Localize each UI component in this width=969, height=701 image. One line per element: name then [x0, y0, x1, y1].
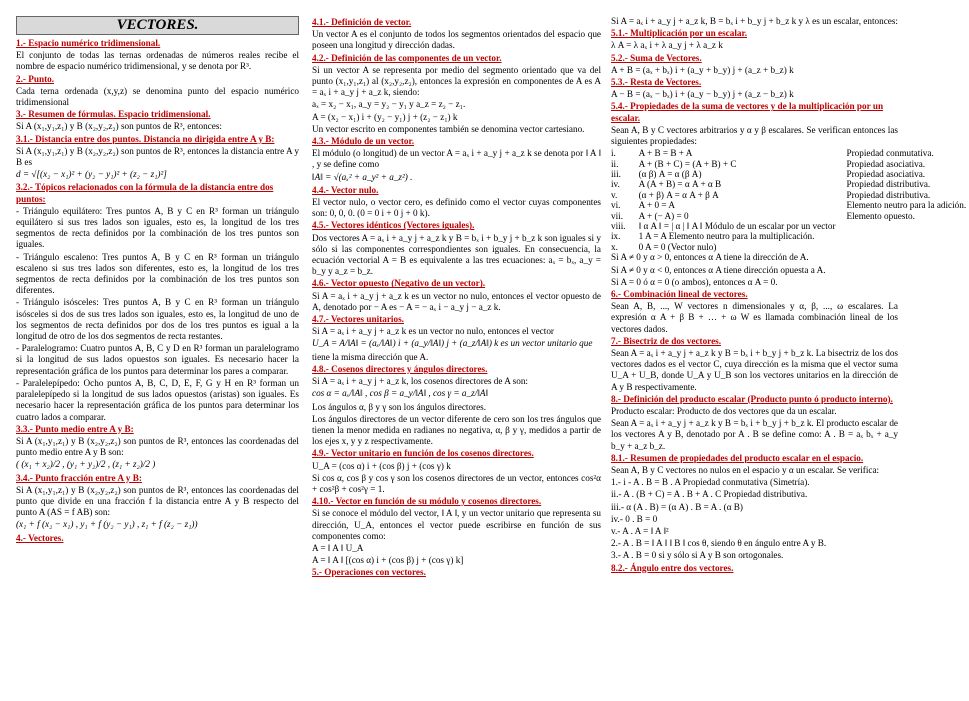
paragraph: El módulo (o longitud) de un vector A = aₓ i + a_y j + a_z k se denota por ‖ A ‖ , y se define como [312, 148, 601, 170]
property-number: ix. [611, 231, 621, 242]
section-heading: 4.8.- Cosenos directores y ángulos directores. [312, 363, 488, 374]
paragraph: aₓ = x₂ − x₁, a_y = y₂ − y₁ y a_z = z₂ − z₁. [312, 99, 466, 110]
paragraph: Sean A = aₓ i + a_y j + a_z k y B = bₓ i + b_y j + b_z k. La bisectriz de los dos vectores dados es el vector C, cuya dirección es la misma que el vector suma U_A + U_B, donde U_A y U_B son los vectores unitarios en la dirección de A y B respectivamente. [611, 347, 898, 392]
property-name [839, 242, 969, 252]
paragraph: 1.- i - A . B = B . A Propiedad conmutativa (Simetría). [611, 477, 810, 488]
paragraph: El conjunto de todas las ternas ordenadas de números reales recibe el nombre de espacio numérico tridimensional, y se denota por R³. [16, 50, 299, 72]
property-row [611, 242, 969, 252]
property-name: Propiedad conmutativa. [846, 148, 934, 159]
property-name: Propiedad distributiva. [846, 179, 931, 190]
formula: ‖A‖ = √(aₓ² + a_y² + a_z²) . [312, 171, 413, 182]
paragraph: tiene la misma dirección que A. [312, 351, 429, 362]
paragraph: Un vector escrito en componentes también se denomina vector cartesiano. [312, 123, 585, 134]
paragraph: A − B = (aₓ − bₓ) i + (a_y − b_y) j + (a_z − b_z) k [611, 89, 794, 100]
paragraph: Los ángulos α, β y γ son los ángulos directores. [312, 401, 487, 412]
paragraph: Si A ≠ 0 y α < 0, entonces α A tiene dirección opuesta a A. [611, 264, 826, 275]
paragraph: iv.- 0 . B = 0 [611, 513, 658, 524]
section-heading: 5.1.- Multiplicación por un escalar. [611, 28, 748, 39]
section-heading: 8.- Definición del producto escalar (Producto punto ó producto interno). [611, 393, 893, 404]
paragraph: Si A = aₓ i + a_y j + a_z k, los cosenos directores de A son: [312, 376, 528, 387]
paragraph: - Triángulo equilátero: Tres puntos A, B y C en R³ forman un triángulo equilátero si sus tres lados son iguales, esto es, la longitud de los tres segmentos de recta definidos por la combinación de los tres puntos son iguales. [16, 205, 299, 250]
column-1-content [16, 38, 299, 544]
section-heading: 1.- Espacio numérico tridimensional. [16, 38, 161, 48]
paragraph: El vector nulo, o vector cero, es definido como el vector cuyas componentes son: 0, 0, 0. (0 = 0 i + 0 j + 0 k). [312, 197, 601, 219]
property-formula: (α β) A = α (β A) [638, 169, 702, 180]
paragraph: iii.- α (A . B) = (α A) . B = A . (α B) [611, 501, 743, 512]
section-heading: 4.10.- Vector en función de su módulo y cosenos directores. [312, 496, 542, 507]
property-name: Propiedad asociativa. [846, 169, 926, 180]
section-heading: 3.3.- Punto medio entre A y B: [16, 423, 134, 434]
property-number: i. [611, 148, 616, 159]
paragraph: Si A = aₓ i + a_y j + a_z k, B = bₓ i + b_y j + b_z k y λ es un escalar, entonces: [611, 16, 898, 26]
paragraph: Si A = 0 ó α = 0 (o ambos), entonces α A = 0. [611, 276, 778, 287]
page-title: VECTORES. [16, 16, 299, 35]
paragraph: A + B = (aₓ + bₓ) i + (a_y + b_y) j + (a_z + b_z) k [611, 64, 794, 75]
formula: U_A = A/‖A‖ = (aₓ/‖A‖) i + (a_y/‖A‖) j + (a_z/‖A‖) k es un vector unitario que [312, 338, 593, 349]
property-formula: A + B = B + A [638, 148, 693, 159]
paragraph: Si A = aₓ i + a_y j + a_z k es un vector no nulo, entonces el vector opuesto de A, denotado por − A es − A = − aₓ i − a_y j − a_z k. [312, 290, 601, 312]
property-name [839, 221, 969, 231]
property-number: x. [611, 241, 618, 252]
property-formula: A (A + B) = α A + α B [638, 179, 722, 190]
property-row [611, 200, 969, 210]
section-heading: 4.6.- Vector opuesto (Negativo de un vector). [312, 278, 486, 289]
paragraph: - Triángulo isósceles: Tres puntos A, B y C en R³ forman un triángulo isósceles si dos de sus tres lados son iguales, esto es, la longitud de uno de los segmentos de recta definidos por dos de los tres puntos es igual a la longitud de otro de los dos segmentos de recta restantes. [16, 297, 299, 342]
paragraph: Los ángulos directores de un vector diferente de cero son los tres ángulos que tienen la menor medida en radianes no negativa, α, β y γ, medidos a partir de los ejes x, y y z respectivamente. [312, 413, 601, 447]
section-heading: 4.3.- Módulo de un vector. [312, 136, 414, 147]
section-heading: 3.- Resumen de fórmulas. Espacio tridimensional. [16, 109, 211, 120]
paragraph: A = ‖ A ‖ [(cos α) i + (cos β) j + (cos γ) k] [312, 555, 464, 566]
section-heading: 5.3.- Resta de Vectores. [611, 77, 702, 88]
paragraph: Sean A = aₓ i + a_y j + a_z k y B = bₓ i + b_y j + b_z k. El producto escalar de los vectores A y B, denotado por A . B se define como: A . B = aₓ bₓ + a_y b_y + a_z b_z. [611, 418, 898, 451]
property-formula: 0 A = 0 (Vector nulo) [638, 241, 717, 252]
paragraph: v.- A . A = ‖ A ‖² [611, 525, 669, 536]
section-heading: 5.2.- Suma de Vectores. [611, 52, 702, 63]
paragraph: λ A = λ aₓ i + λ a_y j + λ a_z k [611, 40, 723, 51]
paragraph: Si cos α, cos β y cos γ son los cosenos directores de un vector, entonces cos²α + cos²β + cos²γ = 1. [312, 472, 601, 494]
property-row [611, 211, 969, 221]
section-heading: 5.- Operaciones con vectores. [312, 567, 426, 578]
section-heading: 4.7.- Vectores unitarios. [312, 314, 404, 325]
property-name: Elemento opuesto. [846, 210, 915, 221]
property-number: vi. [611, 200, 621, 211]
section-heading: 4.4.- Vector nulo. [312, 184, 379, 195]
property-row [611, 221, 969, 231]
property-name: Propiedad distributiva. [846, 189, 931, 200]
formula: ( (x₁ + x₂)/2 , (y₁ + y₂)/2 , (z₁ + z₂)/2 ) [16, 459, 156, 470]
column-1 [16, 16, 299, 545]
property-formula: A + 0 = A [638, 200, 675, 211]
property-number: vii. [611, 210, 623, 221]
paragraph: 2.- A . B = ‖ A ‖ ‖ B ‖ cos θ, siendo θ en ángulo entre A y B. [611, 538, 827, 549]
property-row [611, 169, 969, 179]
paragraph: Sean A, B y C vectores no nulos en el espacio y α un escalar. Se verifica: [611, 464, 880, 475]
paragraph: Sean A, B, ..., W vectores n dimensionales y α, β, ..., ω escalares. La expresión α A + β B + … + ω W es llamada combinación lineal de los vectores dados. [611, 301, 898, 334]
property-name: Elemento neutro para la adición. [846, 200, 967, 211]
paragraph: A = (x₂ − x₁) i + (y₂ − y₁) j + (z₂ − z₁) k [312, 111, 458, 122]
paragraph: Si se conoce el módulo del vector, ‖ A ‖, y un vector unitario que representa su dirección, U_A, entonces el vector puede escribirse en función de sus componentes como: [312, 508, 601, 541]
property-row [611, 231, 969, 241]
property-number: ii. [611, 158, 619, 169]
property-number: v. [611, 189, 618, 200]
property-formula: ‖ α A ‖ = | α | ‖ A ‖ Módulo de un escalar por un vector [638, 221, 836, 232]
paragraph: Si A ≠ 0 y α > 0, entonces α A tiene la dirección de A. [611, 252, 809, 263]
column-2 [312, 16, 601, 580]
property-row [611, 179, 969, 189]
formula: cos α = aₓ/‖A‖ , cos β = a_y/‖A‖ , cos γ = a_z/‖A‖ [312, 388, 489, 399]
paragraph: - Triángulo escaleno: Tres puntos A, B y C en R³ forman un triángulo escaleno si sus tres lados son diferentes, esto es, la longitud de los tres segmentos de recta definidos por la combinación de los tres puntos son diferentes. [16, 251, 299, 296]
paragraph: - Paralelogramo: Cuatro puntos A, B, C y D en R³ forman un paralelogramo si la longitud de sus lados opuestos son iguales. Es necesario hacer la representación gráfica de los puntos para determinar los pares a comparar. [16, 343, 299, 376]
property-formula: 1 A = A Elemento neutro para la multiplicación. [638, 231, 815, 242]
paragraph: Cada terna ordenada (x,y,z) se denomina punto del espacio numérico tridimensional [16, 85, 299, 108]
section-heading: 3.2.- Tópicos relacionados con la fórmula de la distancia entre dos puntos: [16, 182, 274, 204]
property-number: viii. [611, 221, 626, 232]
paragraph: Sean A, B y C vectores arbitrarios y α y β escalares. Se verifican entonces las siguientes propiedades: [611, 124, 898, 147]
section-heading: 3.1.- Distancia entre dos puntos. Distancia no dirigida entre A y B: [16, 133, 275, 144]
property-row [611, 148, 969, 158]
paragraph: Si A (x₁,y₁,z₁) y B (x₂,y₂,z₂) son puntos de R³, entonces la distancia entre A y B es [16, 145, 299, 168]
paragraph: Si A (x₁,y₁,z₁) y B (x₂,y₂,z₂) son puntos de R³, entonces las coordenadas del punto medio entre A y B son: [16, 435, 299, 458]
column-3-content [611, 16, 898, 147]
property-formula: A + (− A) = 0 [638, 210, 689, 221]
section-heading: 8.1.- Resumen de propiedades del producto escalar en el espacio. [611, 452, 864, 463]
property-formula: A + (B + C) = (A + B) + C [638, 158, 737, 169]
paragraph: Si A = aₓ i + a_y j + a_z k es un vector no nulo, entonces el vector [312, 326, 554, 337]
section-heading: 4.1.- Definición de vector. [312, 17, 412, 27]
column-3-content-2 [611, 252, 898, 573]
paragraph: Un vector A es el conjunto de todos los segmentos orientados del espacio que poseen una longitud y dirección dadas. [312, 29, 601, 51]
paragraph: 3.- A . B = 0 si y sólo si A y B son ortogonales. [611, 550, 784, 561]
property-name: Propiedad asociativa. [846, 158, 926, 169]
column-3 [611, 16, 967, 575]
section-heading: 7.- Bisectriz de dos vectores. [611, 335, 722, 346]
property-name [839, 231, 969, 241]
paragraph: Dos vectores A = aₓ i + a_y j + a_z k y B = bₓ i + b_y j + b_z k son iguales si y sólo si las componentes correspondientes son iguales. En consecuencia, la ecuación vectorial A = B es equivalente a las tres ecuaciones: aₓ = bₓ, a_y = b_y y a_z = b_z. [312, 232, 601, 277]
property-row [611, 190, 969, 200]
paragraph: - Paralelepípedo: Ocho puntos A, B, C, D, E, F, G y H en R³ forman un paralelepípedo si la longitud de sus lados opuestos (aristas) son iguales. Es necesario hacer la representación gráfica de los puntos para determinar los cuatro lados a comparar. [16, 377, 299, 422]
paragraph: A = ‖ A ‖ U_A [312, 542, 364, 553]
paragraph: Si A (x₁,y₁,z₁) y B (x₂,y₂,z₂) son puntos de R³, entonces las coordenadas del punto que divide en una fracción f la distancia entre A y B respecto del punto A (AS = f AB) son: [16, 484, 299, 518]
formula: d = √[(x₂ − x₁)² + (y₂ − y₁)² + (z₂ − z₁)²] [16, 169, 167, 180]
section-heading: 6.- Combinación lineal de vectores. [611, 288, 748, 299]
paragraph: Producto escalar: Producto de dos vectores que da un escalar. [611, 405, 837, 416]
section-heading: 8.2.- Ángulo entre dos vectores. [611, 562, 734, 573]
section-heading: 4.9.- Vector unitario en función de los cosenos directores. [312, 448, 534, 459]
formula: (x₁ + f (x₂ − x₁) , y₁ + f (y₂ − y₁) , z₁ + f (z₂ − z₁)) [16, 519, 198, 530]
section-heading: 4.2.- Definición de las componentes de un vector. [312, 52, 502, 63]
paragraph: ii.- A . (B + C) = A . B + A . C Propiedad distributiva. [611, 489, 808, 500]
property-number: iv. [611, 179, 620, 190]
section-heading: 4.- Vectores. [16, 532, 64, 543]
column-2-content [312, 17, 601, 579]
paragraph: U_A = (cos α) i + (cos β) j + (cos γ) k [312, 460, 451, 471]
properties-table [611, 148, 969, 252]
paragraph: Si A (x₁,y₁,z₁) y B (x₂,y₂,z₂) son puntos de R³, entonces: [16, 121, 222, 132]
section-heading: 4.5.- Vectores idénticos (Vectores iguales). [312, 220, 475, 231]
section-heading: 2.- Punto. [16, 73, 55, 84]
property-number: iii. [611, 169, 621, 180]
section-heading: 3.4.- Punto fracción entre A y B: [16, 472, 142, 483]
paragraph: Si un vector A se representa por medio del segmento orientado que va del punto (x₁,y₁,z₁) al (x₂,y₂,z₂), entonces la expresión en componentes de A es A = aₓ i + a_y j + a_z k, siendo: [312, 64, 601, 98]
section-heading: 5.4.- Propiedades de la suma de vectores y de la multiplicación por un escalar. [611, 101, 884, 123]
property-formula: (α + β) A = α A + β A [638, 189, 719, 200]
property-row [611, 159, 969, 169]
